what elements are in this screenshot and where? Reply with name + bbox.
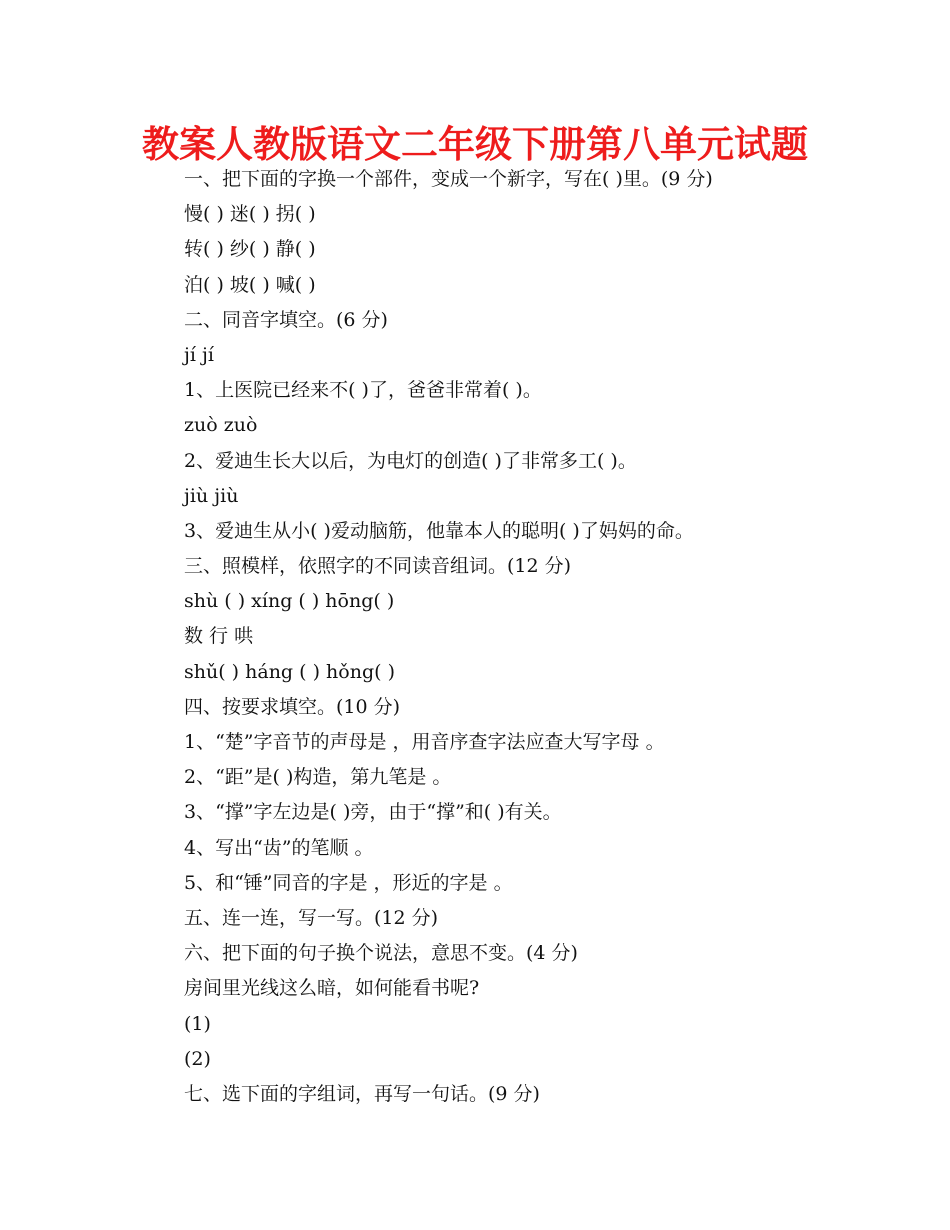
document-body (184, 162, 904, 1112)
pinyin-line: zuò zuò (184, 414, 258, 437)
question-line: 数 行 哄 (184, 625, 254, 648)
question-line: 房间里光线这么暗，如何能看书呢? (184, 977, 480, 1000)
pinyin-line: jí jí (184, 343, 214, 366)
section-heading-7: 七、选下面的字组词，再写一句话。(9 分) (184, 1082, 540, 1105)
answer-line: (2) (184, 1047, 211, 1070)
pinyin-line: jiù jiù (184, 484, 239, 507)
section-heading-1: 一、把下面的字换一个部件，变成一个新字，写在( )里。(9 分) (184, 168, 713, 190)
question-line: 4、写出“齿”的笔顺 。 (184, 836, 374, 859)
section-heading-4: 四、按要求填空。(10 分) (184, 695, 401, 718)
pinyin-line: shù ( ) xíng ( ) hōng( ) (184, 590, 395, 613)
question-line: 慢( ) 迷( ) 拐( ) (184, 203, 316, 226)
question-line: 转( ) 纱( ) 静( ) (184, 238, 316, 261)
question-line: 5、和“锤”同音的字是 ，形近的字是 。 (184, 871, 513, 894)
question-line: 3、爱迪生从小( )爱动脑筋，他靠本人的聪明( )了妈妈的命。 (184, 519, 694, 542)
question-line: 1、上医院已经来不( )了，爸爸非常着( )。 (184, 379, 542, 402)
pinyin-line: shǔ( ) háng ( ) hǒng( ) (184, 660, 395, 683)
document-title: 教案人教版语文二年级下册第八单元试题 (142, 123, 808, 166)
question-line: 3、“撑”字左边是( )旁，由于“撑”和( )有关。 (184, 801, 562, 824)
answer-line: (1) (184, 1012, 211, 1035)
section-heading-3: 三、照模样，依照字的不同读音组词。(12 分) (184, 555, 572, 578)
question-line: 2、爱迪生长大以后，为电灯的创造( )了非常多工( )。 (184, 449, 637, 472)
question-line: 泊( ) 坡( ) 喊( ) (184, 273, 316, 296)
section-heading-5: 五、连一连，写一写。(12 分) (184, 906, 439, 929)
section-heading-6: 六、把下面的句子换个说法，意思不变。(4 分) (184, 942, 578, 965)
section-heading-2: 二、同音字填空。(6 分) (184, 308, 388, 331)
question-line: 1、“楚”字音节的声母是 ，用音序查字法应查大写字母 。 (184, 731, 665, 753)
question-line: 2、“距”是( )构造，第九笔是 。 (184, 766, 452, 789)
